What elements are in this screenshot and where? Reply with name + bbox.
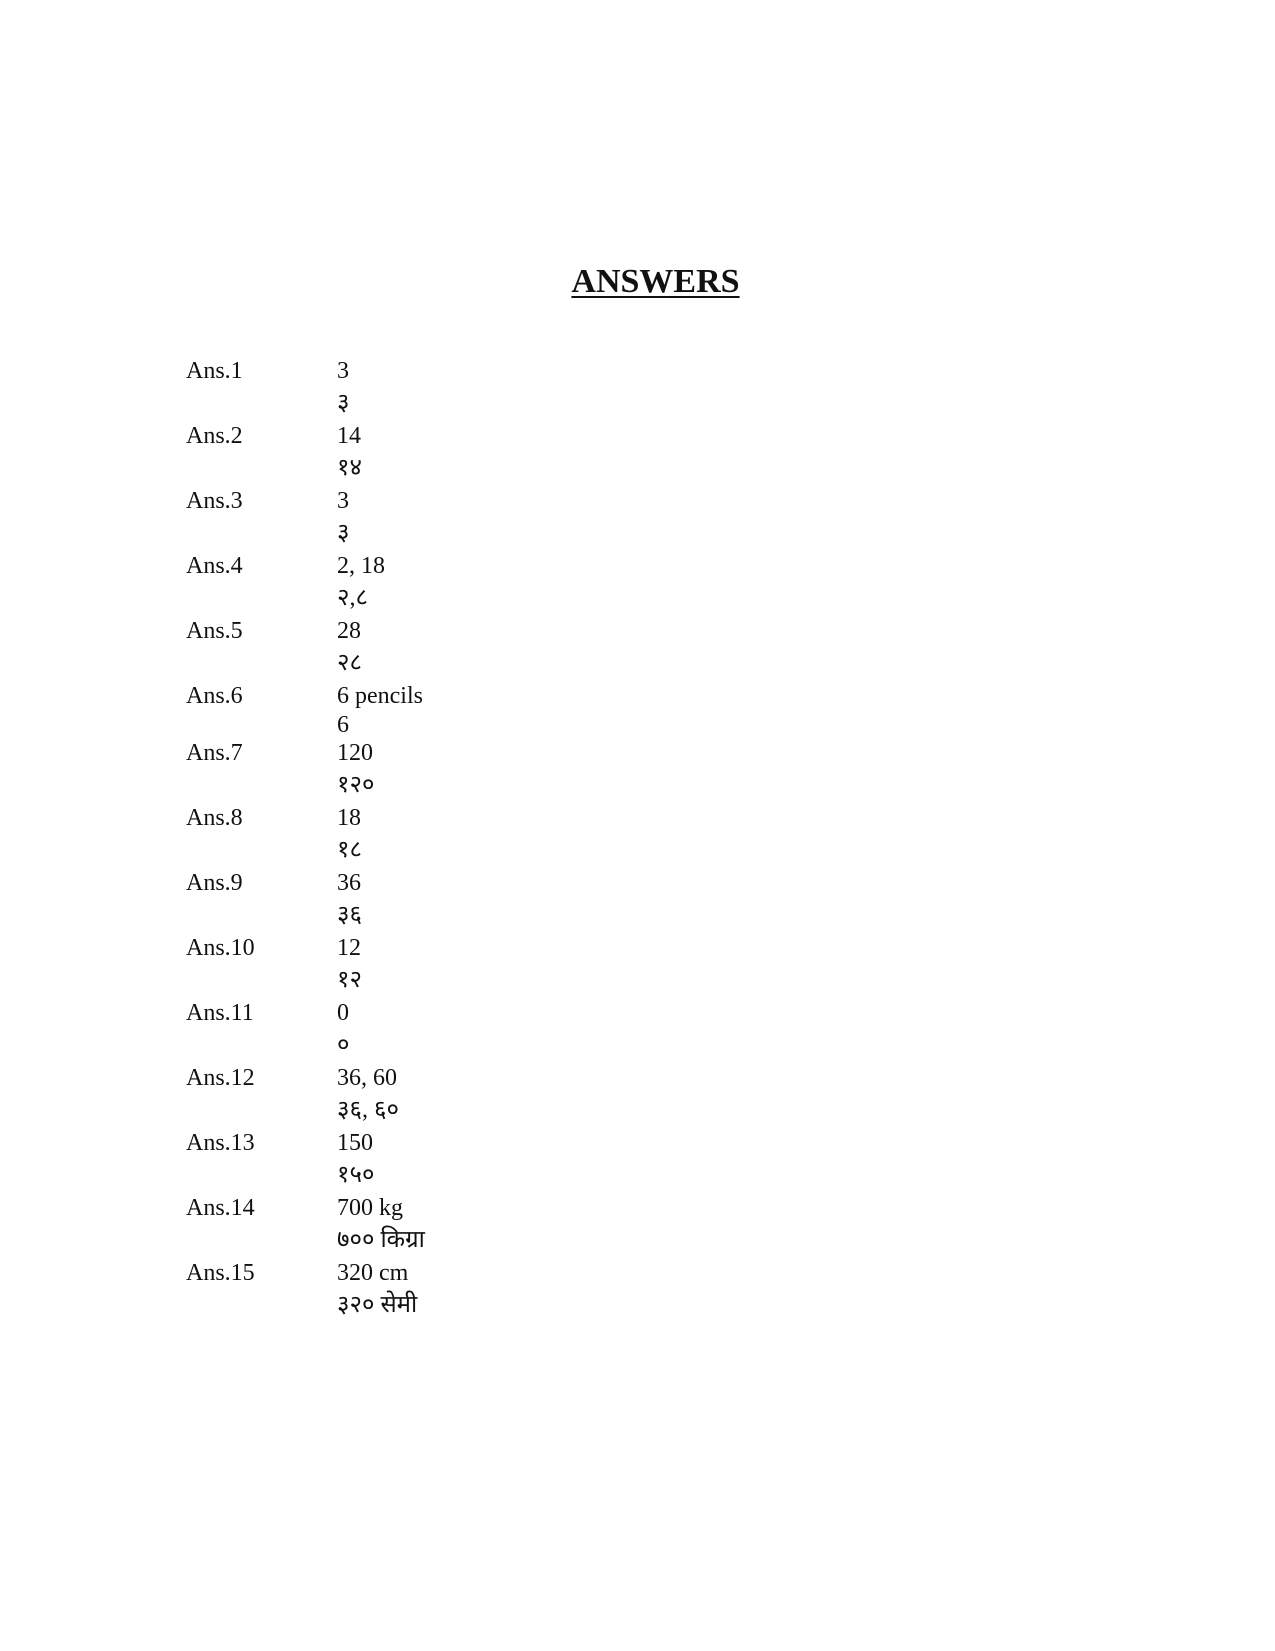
answer-row: [186, 803, 886, 868]
answer-label: Ans.14: [186, 1195, 255, 1221]
answer-values: [337, 421, 362, 486]
answer-values: [337, 486, 349, 551]
answer-row: [186, 868, 886, 933]
answer-value-devanagari: ३: [337, 520, 350, 546]
answer-values: [337, 738, 374, 803]
answer-row: [186, 1258, 886, 1323]
answer-value: 3: [337, 488, 349, 514]
answer-values: [337, 803, 362, 868]
answer-value: 150: [337, 1130, 373, 1156]
answer-value-devanagari: ३२० सेमी: [337, 1292, 418, 1318]
answer-label: Ans.5: [186, 618, 243, 644]
answer-values: [337, 1128, 374, 1193]
answer-values: [337, 868, 362, 933]
answer-label: Ans.3: [186, 488, 243, 514]
answer-row: [186, 933, 886, 998]
answer-value: 28: [337, 618, 361, 644]
answer-row: [186, 738, 886, 803]
answer-value: 14: [337, 423, 361, 449]
answer-value-devanagari: ३६: [337, 902, 362, 928]
answer-row: [186, 681, 886, 738]
answer-values: [337, 1063, 399, 1128]
answer-row: [186, 421, 886, 486]
answer-value-devanagari: ३: [337, 390, 350, 416]
answer-values: [337, 616, 362, 681]
answer-label: Ans.2: [186, 423, 243, 449]
answer-value-devanagari: १४: [337, 455, 362, 481]
answer-list: [186, 356, 886, 1323]
answer-value: 320 cm: [337, 1260, 409, 1286]
answer-value: 12: [337, 935, 361, 961]
answer-value: 2, 18: [337, 553, 385, 579]
answer-label: Ans.7: [186, 740, 243, 766]
answer-value: 18: [337, 805, 361, 831]
answer-value: 700 kg: [337, 1195, 403, 1221]
answer-value-devanagari: २८: [337, 650, 362, 676]
answer-value: 6 pencils: [337, 683, 423, 709]
answer-values: [337, 356, 349, 421]
answer-value: 36: [337, 870, 361, 896]
answer-values: [337, 933, 362, 998]
answer-label: Ans.12: [186, 1065, 255, 1091]
answer-value-devanagari: १५०: [337, 1162, 375, 1188]
answer-row: [186, 1063, 886, 1128]
answer-label: Ans.9: [186, 870, 243, 896]
answer-label: Ans.8: [186, 805, 243, 831]
answer-value-devanagari: २,८: [337, 585, 368, 611]
answer-label: Ans.6: [186, 683, 243, 709]
answer-value-devanagari: १२: [337, 967, 362, 993]
answer-row: [186, 1193, 886, 1258]
answer-row: [186, 551, 886, 616]
answer-value: 120: [337, 740, 373, 766]
answer-label: Ans.11: [186, 1000, 254, 1026]
answer-value: 0: [337, 1000, 349, 1026]
answer-label: Ans.1: [186, 358, 243, 384]
answer-label: Ans.10: [186, 935, 255, 961]
answer-value-devanagari: १८: [337, 837, 362, 863]
answer-value-devanagari: ७०० किग्रा: [337, 1227, 425, 1253]
answer-value: 3: [337, 358, 349, 384]
answer-value-devanagari: ०: [337, 1032, 350, 1058]
answer-value-devanagari: ३६, ६०: [337, 1097, 399, 1123]
answer-values: [337, 1258, 417, 1323]
answer-row: [186, 998, 886, 1063]
answer-label: Ans.15: [186, 1260, 255, 1286]
answer-row: [186, 616, 886, 681]
answer-row: [186, 486, 886, 551]
page-title: ANSWERS: [571, 263, 740, 300]
answer-label: Ans.13: [186, 1130, 255, 1156]
answer-value-devanagari: 6: [337, 712, 349, 738]
answer-values: [337, 1193, 425, 1258]
answer-row: [186, 356, 886, 421]
answer-label: Ans.4: [186, 553, 243, 579]
answer-values: [337, 998, 349, 1063]
answer-value: 36, 60: [337, 1065, 397, 1091]
answer-value-devanagari: १२०: [337, 772, 375, 798]
answer-row: [186, 1128, 886, 1193]
answer-values: [337, 681, 423, 738]
answer-values: [337, 551, 385, 616]
